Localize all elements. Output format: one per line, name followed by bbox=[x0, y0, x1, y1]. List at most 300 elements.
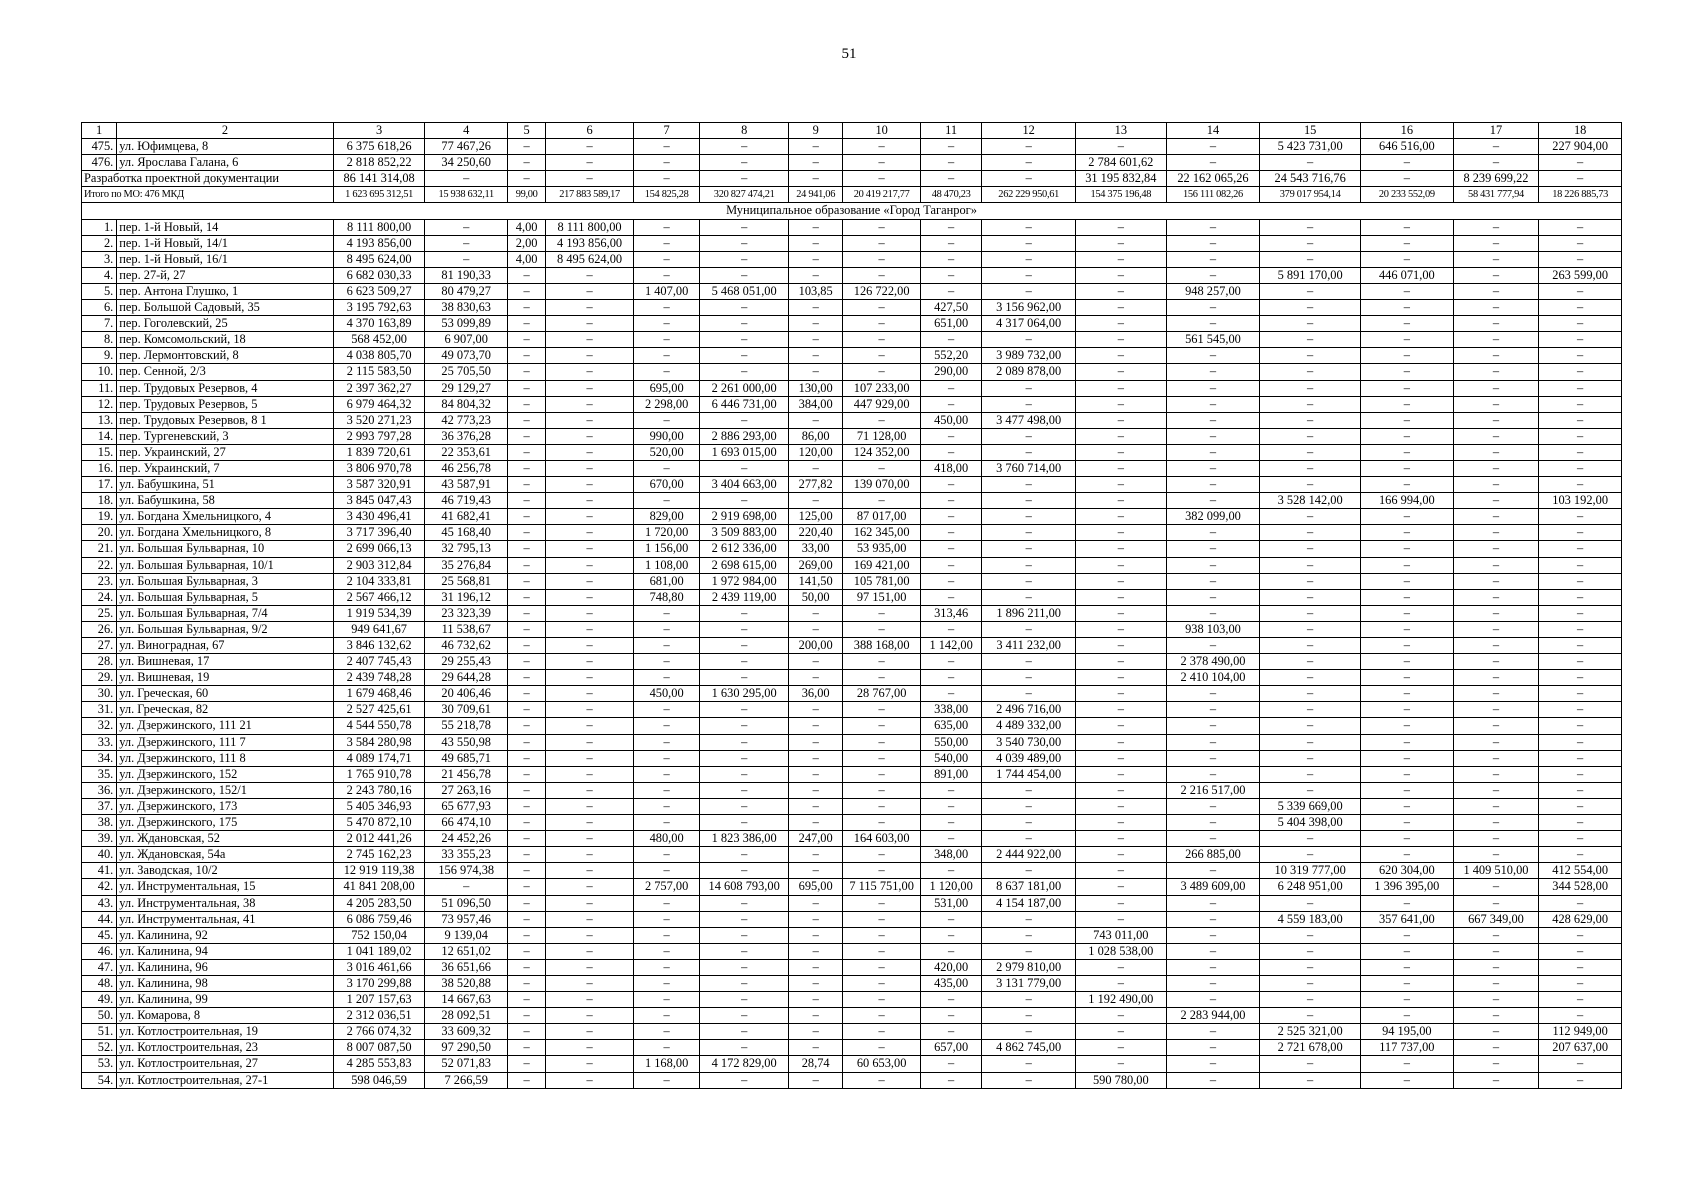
table-cell: – bbox=[700, 895, 789, 911]
table-cell: – bbox=[1260, 1008, 1361, 1024]
table-cell: 60 653,00 bbox=[843, 1056, 921, 1072]
table-cell: – bbox=[508, 686, 546, 702]
table-cell: 552,20 bbox=[920, 348, 981, 364]
table-cell: 695,00 bbox=[633, 380, 699, 396]
table-cell: – bbox=[1539, 718, 1622, 734]
table-cell: – bbox=[1260, 718, 1361, 734]
table-cell: – bbox=[982, 815, 1076, 831]
table-row bbox=[82, 1056, 1622, 1072]
table-cell: 58 431 777,94 bbox=[1453, 187, 1539, 203]
table-cell: – bbox=[1076, 766, 1167, 782]
table-row bbox=[82, 300, 1622, 316]
table-cell: – bbox=[425, 879, 508, 895]
table-cell: – bbox=[1361, 509, 1454, 525]
table-cell: – bbox=[546, 332, 634, 348]
table-cell: – bbox=[700, 638, 789, 654]
table-cell: 2 261 000,00 bbox=[700, 380, 789, 396]
address-cell: ул. Большая Бульварная, 10/1 bbox=[117, 557, 334, 573]
table-cell: – bbox=[508, 364, 546, 380]
address-cell: ул. Вишневая, 17 bbox=[117, 654, 334, 670]
table-cell: – bbox=[1076, 283, 1167, 299]
table-cell: – bbox=[788, 1072, 842, 1088]
table-cell: 428 629,00 bbox=[1539, 911, 1622, 927]
table-cell: – bbox=[508, 654, 546, 670]
table-cell: 446 071,00 bbox=[1361, 267, 1454, 283]
table-cell: 2 378 490,00 bbox=[1166, 654, 1260, 670]
table-cell: – bbox=[1166, 943, 1260, 959]
table-cell: – bbox=[633, 235, 699, 251]
row-number: 30. bbox=[82, 686, 117, 702]
address-cell: ул. Ждановская, 54а bbox=[117, 847, 334, 863]
address-cell: пер. 1-й Новый, 14/1 bbox=[117, 235, 334, 251]
table-cell: – bbox=[546, 316, 634, 332]
table-cell: – bbox=[788, 959, 842, 975]
table-cell: – bbox=[788, 863, 842, 879]
table-cell: – bbox=[1076, 444, 1167, 460]
table-cell: 41 841 208,00 bbox=[333, 879, 425, 895]
table-cell: – bbox=[633, 847, 699, 863]
table-cell: 1 823 386,00 bbox=[700, 831, 789, 847]
table-cell: – bbox=[920, 235, 981, 251]
table-cell: 1 919 534,39 bbox=[333, 605, 425, 621]
table-cell: 269,00 bbox=[788, 557, 842, 573]
table-cell: – bbox=[843, 332, 921, 348]
table-cell: – bbox=[508, 139, 546, 155]
table-cell: – bbox=[700, 155, 789, 171]
table-cell: – bbox=[700, 251, 789, 267]
table-cell: – bbox=[843, 992, 921, 1008]
table-cell: 748,80 bbox=[633, 589, 699, 605]
table-cell: – bbox=[700, 267, 789, 283]
total-row bbox=[82, 187, 1622, 203]
table-cell: 1 839 720,61 bbox=[333, 444, 425, 460]
table-cell: – bbox=[1166, 895, 1260, 911]
table-cell: 3 404 663,00 bbox=[700, 477, 789, 493]
table-cell: – bbox=[700, 364, 789, 380]
table-cell: 5 339 669,00 bbox=[1260, 798, 1361, 814]
table-cell: – bbox=[546, 975, 634, 991]
table-cell: – bbox=[700, 348, 789, 364]
table-cell: – bbox=[843, 895, 921, 911]
table-cell: 531,00 bbox=[920, 895, 981, 911]
table-cell: – bbox=[1166, 638, 1260, 654]
column-header: 4 bbox=[425, 123, 508, 139]
table-cell: 35 276,84 bbox=[425, 557, 508, 573]
table-cell: 120,00 bbox=[788, 444, 842, 460]
table-cell: – bbox=[982, 573, 1076, 589]
table-cell: – bbox=[843, 847, 921, 863]
row-number: 12. bbox=[82, 396, 117, 412]
table-cell: – bbox=[508, 911, 546, 927]
table-row bbox=[82, 364, 1622, 380]
table-cell: – bbox=[1076, 139, 1167, 155]
table-cell: 290,00 bbox=[920, 364, 981, 380]
table-row bbox=[82, 992, 1622, 1008]
table-cell: – bbox=[633, 332, 699, 348]
table-cell: – bbox=[1453, 412, 1539, 428]
table-cell: – bbox=[1453, 766, 1539, 782]
table-cell: – bbox=[1361, 396, 1454, 412]
table-cell: – bbox=[1166, 316, 1260, 332]
table-cell: – bbox=[1361, 605, 1454, 621]
table-cell: – bbox=[788, 139, 842, 155]
address-cell: ул. Большая Бульварная, 10 bbox=[117, 541, 334, 557]
address-cell: пер. Сенной, 2/3 bbox=[117, 364, 334, 380]
table-cell: – bbox=[1260, 428, 1361, 444]
row-number: 31. bbox=[82, 702, 117, 718]
table-cell: – bbox=[1539, 992, 1622, 1008]
table-cell: 4 862 745,00 bbox=[982, 1040, 1076, 1056]
table-cell: – bbox=[1361, 702, 1454, 718]
table-cell: – bbox=[546, 283, 634, 299]
table-cell: – bbox=[788, 798, 842, 814]
table-cell: 107 233,00 bbox=[843, 380, 921, 396]
table-cell: – bbox=[1076, 1056, 1167, 1072]
table-cell: – bbox=[508, 332, 546, 348]
table-cell: – bbox=[1361, 332, 1454, 348]
table-cell: – bbox=[546, 1008, 634, 1024]
table-cell: – bbox=[1260, 847, 1361, 863]
table-cell: – bbox=[788, 911, 842, 927]
table-cell: 2 745 162,23 bbox=[333, 847, 425, 863]
table-cell: 450,00 bbox=[633, 686, 699, 702]
table-cell: – bbox=[700, 1040, 789, 1056]
table-cell: – bbox=[982, 396, 1076, 412]
table-cell: 25 568,81 bbox=[425, 573, 508, 589]
address-cell: ул. Комарова, 8 bbox=[117, 1008, 334, 1024]
table-cell: – bbox=[1453, 734, 1539, 750]
table-cell: 5 470 872,10 bbox=[333, 815, 425, 831]
table-cell: 20 233 552,09 bbox=[1361, 187, 1454, 203]
table-cell: – bbox=[1361, 895, 1454, 911]
table-row bbox=[82, 541, 1622, 557]
table-cell: – bbox=[1453, 525, 1539, 541]
table-cell: – bbox=[508, 879, 546, 895]
table-cell: – bbox=[1076, 959, 1167, 975]
table-cell: – bbox=[920, 396, 981, 412]
table-cell: – bbox=[546, 541, 634, 557]
table-cell: – bbox=[700, 863, 789, 879]
table-cell: 3 195 792,63 bbox=[333, 300, 425, 316]
table-cell: 6 979 464,32 bbox=[333, 396, 425, 412]
table-cell: 94 195,00 bbox=[1361, 1024, 1454, 1040]
table-row bbox=[82, 235, 1622, 251]
table-cell: – bbox=[1260, 992, 1361, 1008]
table-cell: 2 699 066,13 bbox=[333, 541, 425, 557]
table-cell: 29 129,27 bbox=[425, 380, 508, 396]
address-cell: ул. Калинина, 98 bbox=[117, 975, 334, 991]
table-cell: – bbox=[843, 782, 921, 798]
table-cell: – bbox=[1076, 975, 1167, 991]
table-cell: – bbox=[633, 815, 699, 831]
table-cell: – bbox=[546, 798, 634, 814]
table-row bbox=[82, 654, 1622, 670]
table-cell: 2 567 466,12 bbox=[333, 589, 425, 605]
address-cell: пер. Гоголевский, 25 bbox=[117, 316, 334, 332]
address-cell: ул. Богдана Хмельницкого, 8 bbox=[117, 525, 334, 541]
table-cell: 2 312 036,51 bbox=[333, 1008, 425, 1024]
table-cell: – bbox=[1453, 283, 1539, 299]
table-cell: – bbox=[1166, 686, 1260, 702]
table-row bbox=[82, 155, 1622, 171]
table-cell: – bbox=[546, 702, 634, 718]
address-cell: пер. Тургеневский, 3 bbox=[117, 428, 334, 444]
table-cell: 217 883 589,17 bbox=[546, 187, 634, 203]
table-cell: – bbox=[788, 1040, 842, 1056]
row-number: 20. bbox=[82, 525, 117, 541]
table-cell: – bbox=[1453, 219, 1539, 235]
table-cell: – bbox=[546, 831, 634, 847]
table-cell: – bbox=[633, 863, 699, 879]
table-cell: – bbox=[508, 155, 546, 171]
row-number: 5. bbox=[82, 283, 117, 299]
table-row bbox=[82, 670, 1622, 686]
table-cell: – bbox=[1166, 718, 1260, 734]
table-cell: 124 352,00 bbox=[843, 444, 921, 460]
table-cell: 2 525 321,00 bbox=[1260, 1024, 1361, 1040]
table-cell: – bbox=[700, 975, 789, 991]
table-cell: – bbox=[1166, 734, 1260, 750]
table-cell: – bbox=[546, 348, 634, 364]
table-row bbox=[82, 879, 1622, 895]
table-cell: – bbox=[1453, 927, 1539, 943]
table-cell: – bbox=[1361, 380, 1454, 396]
table-cell: 125,00 bbox=[788, 509, 842, 525]
table-cell: – bbox=[546, 879, 634, 895]
table-cell: 200,00 bbox=[788, 638, 842, 654]
table-cell: – bbox=[1539, 460, 1622, 476]
table-cell: – bbox=[1453, 155, 1539, 171]
table-cell: 97 151,00 bbox=[843, 589, 921, 605]
table-cell: – bbox=[1539, 895, 1622, 911]
table-cell: 266 885,00 bbox=[1166, 847, 1260, 863]
column-header: 11 bbox=[920, 123, 981, 139]
table-row bbox=[82, 412, 1622, 428]
table-cell: – bbox=[1166, 139, 1260, 155]
table-row bbox=[82, 348, 1622, 364]
table-cell: 49 073,70 bbox=[425, 348, 508, 364]
table-cell: – bbox=[788, 348, 842, 364]
table-cell: – bbox=[1260, 332, 1361, 348]
table-cell: – bbox=[920, 477, 981, 493]
table-cell: – bbox=[1453, 493, 1539, 509]
table-cell: – bbox=[633, 139, 699, 155]
table-cell: – bbox=[546, 428, 634, 444]
table-cell: 3 509 883,00 bbox=[700, 525, 789, 541]
table-cell: – bbox=[633, 992, 699, 1008]
table-cell: – bbox=[508, 348, 546, 364]
column-header: 15 bbox=[1260, 123, 1361, 139]
table-cell: – bbox=[982, 1008, 1076, 1024]
address-cell: пер. Украинский, 7 bbox=[117, 460, 334, 476]
table-cell: 28 092,51 bbox=[425, 1008, 508, 1024]
table-cell: – bbox=[920, 686, 981, 702]
table-cell: – bbox=[1076, 235, 1167, 251]
table-row bbox=[82, 702, 1622, 718]
table-cell: 15 938 632,11 bbox=[425, 187, 508, 203]
table-cell: – bbox=[1076, 718, 1167, 734]
table-cell: 84 804,32 bbox=[425, 396, 508, 412]
table-cell: 320 827 474,21 bbox=[700, 187, 789, 203]
table-cell: – bbox=[920, 219, 981, 235]
address-cell: ул. Дзержинского, 111 7 bbox=[117, 734, 334, 750]
address-cell: ул. Вишневая, 19 bbox=[117, 670, 334, 686]
table-cell: 2 216 517,00 bbox=[1166, 782, 1260, 798]
table-cell: 9 139,04 bbox=[425, 927, 508, 943]
table-cell: – bbox=[633, 251, 699, 267]
table-cell: 3 156 962,00 bbox=[982, 300, 1076, 316]
table-cell: 3 411 232,00 bbox=[982, 638, 1076, 654]
table-cell: – bbox=[788, 267, 842, 283]
address-cell: ул. Большая Бульварная, 9/2 bbox=[117, 621, 334, 637]
table-cell: 8 111 800,00 bbox=[546, 219, 634, 235]
table-cell: 344 528,00 bbox=[1539, 879, 1622, 895]
column-header: 9 bbox=[788, 123, 842, 139]
table-cell: – bbox=[546, 863, 634, 879]
table-cell: 247,00 bbox=[788, 831, 842, 847]
table-cell: 2 612 336,00 bbox=[700, 541, 789, 557]
table-cell: – bbox=[920, 815, 981, 831]
table-cell: 18 226 885,73 bbox=[1539, 187, 1622, 203]
address-cell: ул. Инструментальная, 15 bbox=[117, 879, 334, 895]
address-cell: пер. Трудовых Резервов, 5 bbox=[117, 396, 334, 412]
table-cell: – bbox=[508, 171, 546, 187]
table-cell: 2 407 745,43 bbox=[333, 654, 425, 670]
address-cell: ул. Инструментальная, 38 bbox=[117, 895, 334, 911]
table-cell: – bbox=[546, 139, 634, 155]
address-cell: ул. Калинина, 92 bbox=[117, 927, 334, 943]
table-cell: – bbox=[1166, 235, 1260, 251]
table-cell: – bbox=[546, 396, 634, 412]
table-row bbox=[82, 525, 1622, 541]
table-cell: – bbox=[920, 251, 981, 267]
table-cell: 2 903 312,84 bbox=[333, 557, 425, 573]
table-cell: – bbox=[1076, 493, 1167, 509]
table-cell: 32 795,13 bbox=[425, 541, 508, 557]
table-cell: – bbox=[1453, 750, 1539, 766]
table-cell: – bbox=[1260, 750, 1361, 766]
table-cell: – bbox=[508, 1040, 546, 1056]
table-cell: – bbox=[1260, 477, 1361, 493]
table-cell: – bbox=[843, 750, 921, 766]
address-cell: ул. Ждановская, 52 bbox=[117, 831, 334, 847]
table-cell: 1 041 189,02 bbox=[333, 943, 425, 959]
table-cell: – bbox=[843, 927, 921, 943]
table-cell: – bbox=[425, 251, 508, 267]
table-cell: – bbox=[1453, 1056, 1539, 1072]
table-cell: 3 520 271,23 bbox=[333, 412, 425, 428]
table-cell: – bbox=[1166, 267, 1260, 283]
table-cell: – bbox=[1453, 847, 1539, 863]
table-cell: – bbox=[1260, 1056, 1361, 1072]
design-docs-row bbox=[82, 171, 1622, 187]
table-cell: – bbox=[1361, 1008, 1454, 1024]
table-cell: – bbox=[1166, 460, 1260, 476]
table-cell: 2 496 716,00 bbox=[982, 702, 1076, 718]
table-cell: 154 825,28 bbox=[633, 187, 699, 203]
table-cell: – bbox=[1260, 460, 1361, 476]
table-cell: – bbox=[1166, 1072, 1260, 1088]
table-cell: – bbox=[920, 831, 981, 847]
table-cell: – bbox=[1166, 702, 1260, 718]
table-cell: – bbox=[1260, 348, 1361, 364]
table-cell: 5 468 051,00 bbox=[700, 283, 789, 299]
table-cell: 24 543 716,76 bbox=[1260, 171, 1361, 187]
table-cell: – bbox=[508, 815, 546, 831]
table-cell: 743 011,00 bbox=[1076, 927, 1167, 943]
address-cell: ул. Большая Бульварная, 3 bbox=[117, 573, 334, 589]
table-cell: – bbox=[982, 654, 1076, 670]
table-cell: – bbox=[1453, 1024, 1539, 1040]
table-cell: – bbox=[633, 1024, 699, 1040]
row-number: 34. bbox=[82, 750, 117, 766]
table-cell: – bbox=[633, 782, 699, 798]
table-cell: 338,00 bbox=[920, 702, 981, 718]
address-cell: ул. Юфимцева, 8 bbox=[117, 139, 334, 155]
column-header: 3 bbox=[333, 123, 425, 139]
table-cell: 46 732,62 bbox=[425, 638, 508, 654]
table-cell: 154 375 196,48 bbox=[1076, 187, 1167, 203]
table-cell: – bbox=[633, 1008, 699, 1024]
table-cell: – bbox=[843, 1024, 921, 1040]
table-cell: – bbox=[1166, 959, 1260, 975]
table-row bbox=[82, 139, 1622, 155]
table-cell: – bbox=[700, 1072, 789, 1088]
table-cell: – bbox=[1166, 444, 1260, 460]
table-cell: 34 250,60 bbox=[425, 155, 508, 171]
table-cell: – bbox=[633, 895, 699, 911]
row-number: 42. bbox=[82, 879, 117, 895]
row-number: 41. bbox=[82, 863, 117, 879]
table-cell: – bbox=[1539, 1056, 1622, 1072]
table-cell: – bbox=[508, 444, 546, 460]
section-title: Муниципальное образование «Город Таганрог» bbox=[82, 203, 1622, 219]
table-cell: – bbox=[843, 316, 921, 332]
table-cell: – bbox=[982, 525, 1076, 541]
table-cell: – bbox=[1166, 589, 1260, 605]
table-cell: – bbox=[920, 670, 981, 686]
table-cell: – bbox=[1260, 589, 1361, 605]
table-cell: – bbox=[1076, 300, 1167, 316]
table-row bbox=[82, 750, 1622, 766]
table-cell: – bbox=[788, 654, 842, 670]
table-cell: 23 323,39 bbox=[425, 605, 508, 621]
table-cell: 103,85 bbox=[788, 283, 842, 299]
table-cell: – bbox=[546, 605, 634, 621]
table-cell: 207 637,00 bbox=[1539, 1040, 1622, 1056]
table-cell: 670,00 bbox=[633, 477, 699, 493]
table-cell: – bbox=[508, 750, 546, 766]
table-cell: 36 651,66 bbox=[425, 959, 508, 975]
table-cell: – bbox=[1453, 316, 1539, 332]
table-cell: – bbox=[1166, 525, 1260, 541]
table-cell: 3 846 132,62 bbox=[333, 638, 425, 654]
table-cell: – bbox=[1076, 815, 1167, 831]
table-cell: 6 248 951,00 bbox=[1260, 879, 1361, 895]
table-cell: – bbox=[920, 428, 981, 444]
table-cell: – bbox=[788, 155, 842, 171]
table-cell: 420,00 bbox=[920, 959, 981, 975]
table-cell: – bbox=[1361, 364, 1454, 380]
table-cell: 263 599,00 bbox=[1539, 267, 1622, 283]
table-cell: – bbox=[1260, 943, 1361, 959]
table-cell: 4 559 183,00 bbox=[1260, 911, 1361, 927]
table-cell: 141,50 bbox=[788, 573, 842, 589]
table-cell: – bbox=[700, 605, 789, 621]
row-number: 33. bbox=[82, 734, 117, 750]
table-cell: – bbox=[788, 670, 842, 686]
table-cell: – bbox=[1260, 959, 1361, 975]
